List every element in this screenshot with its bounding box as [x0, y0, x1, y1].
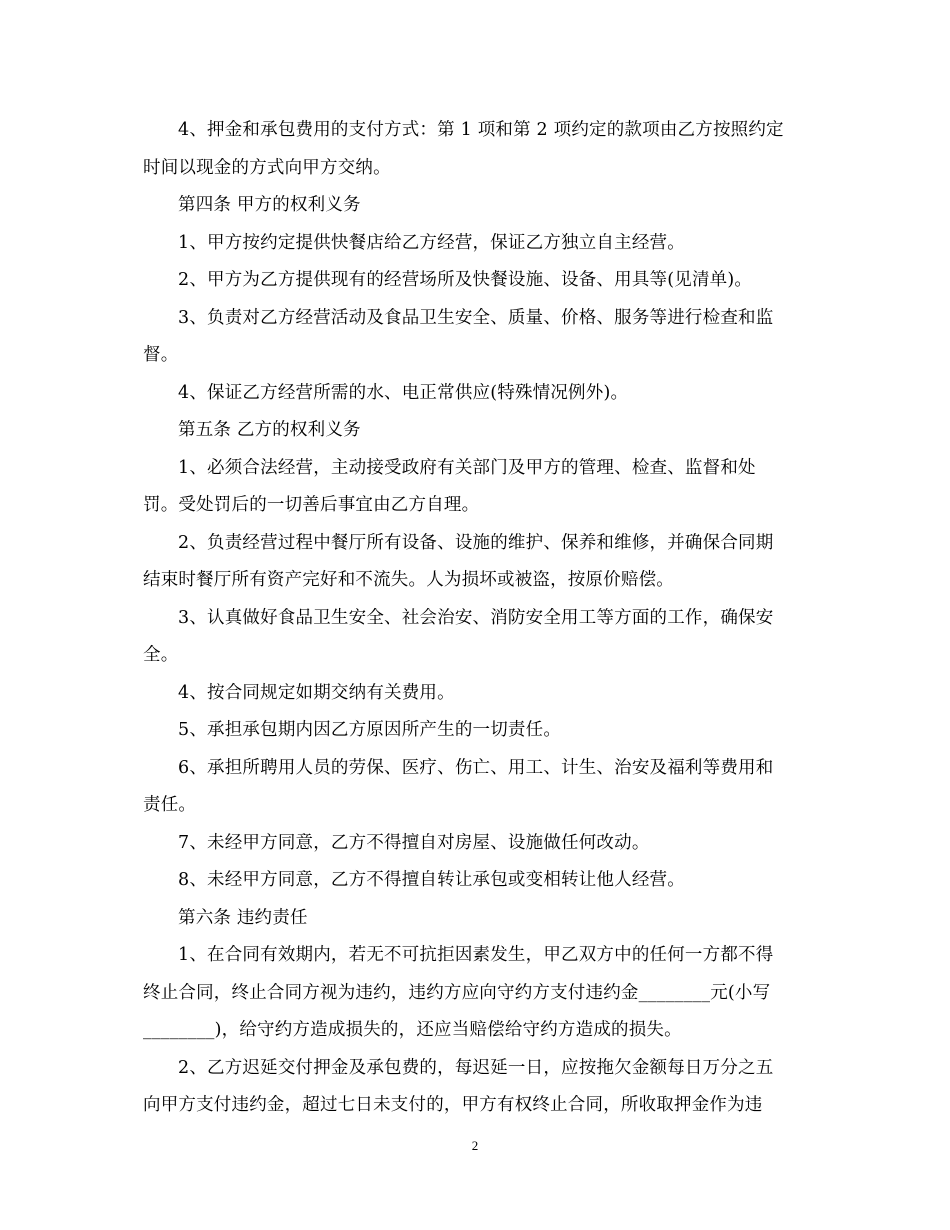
text-line: 2、甲方为乙方提供现有的经营场所及快餐设施、设备、用具等(见清单)。 [178, 270, 753, 290]
paragraph [143, 225, 803, 263]
text-line: 向甲方支付违约金，超过七日未支付的，甲方有权终止合同，所收取押金作为违 [143, 1095, 763, 1115]
paragraph [143, 300, 803, 375]
paragraph [143, 600, 803, 675]
section-heading [143, 900, 803, 938]
text-line: 2、负责经营过程中餐厅所有设备、设施的维护、保养和维修，并确保合同期 [178, 532, 774, 553]
text-line: 4、按合同规定如期交纳有关费用。 [178, 682, 455, 703]
text-line: 责任。 [143, 795, 197, 815]
text-line: 1、在合同有效期内，若无不可抗拒因素发生，甲乙双方中的任何一方都不得 [178, 945, 774, 965]
text-line: 5、承担承包期内因乙方原因所产生的一切责任。 [178, 720, 562, 740]
section-heading [143, 412, 803, 450]
text-line: 4、押金和承包费用的支付方式：第 1 项和第 2 项约定的款项由乙方按照约定 [178, 120, 784, 140]
text-line: 罚。受处罚后的一切善后事宜由乙方自理。 [143, 495, 480, 515]
paragraph [143, 750, 803, 825]
paragraph [143, 112, 803, 187]
text-line: 终止合同，终止合同方视为违约，违约方应向守约方支付违约金________元(小写 [143, 982, 771, 1003]
text-line: 第五条 乙方的权利义务 [178, 420, 361, 440]
paragraph [143, 862, 803, 900]
text-line: 2、乙方迟延交付押金及承包费的，每迟延一日，应按拖欠金额每日万分之五 [178, 1057, 774, 1078]
page-number: 2 [471, 1138, 479, 1153]
paragraph [143, 262, 803, 300]
section-heading [143, 187, 803, 225]
paragraph [143, 375, 803, 413]
text-line: 结束时餐厅所有资产完好和不流失。人为损坏或被盗，按原价赔偿。 [143, 570, 674, 590]
text-line: 1、甲方按约定提供快餐店给乙方经营，保证乙方独立自主经营。 [178, 232, 685, 253]
text-line: 全。 [143, 645, 179, 665]
paragraph [143, 450, 803, 525]
text-line: 8、未经甲方同意，乙方不得擅自转让承包或变相转让他人经营。 [178, 870, 685, 890]
text-line: 第四条 甲方的权利义务 [178, 195, 361, 215]
text-line: 3、认真做好食品卫生安全、社会治安、消防安全用工等方面的工作，确保安 [178, 607, 774, 628]
text-line: 督。 [143, 345, 179, 365]
text-line: ________)，给守约方造成损失的，还应当赔偿给守约方造成的损失。 [143, 1020, 682, 1040]
text-line: 4、保证乙方经营所需的水、电正常供应(特殊情况例外)。 [178, 382, 629, 403]
text-line: 1、必须合法经营，主动接受政府有关部门及甲方的管理、检查、监督和处 [178, 457, 756, 478]
text-line: 3、负责对乙方经营活动及食品卫生安全、质量、价格、服务等进行检查和监 [178, 307, 774, 328]
paragraph [143, 525, 803, 600]
text-line: 7、未经甲方同意，乙方不得擅自对房屋、设施做任何改动。 [178, 832, 650, 853]
paragraph [143, 712, 803, 750]
document-body [143, 112, 803, 1125]
text-line: 6、承担所聘用人员的劳保、医疗、伤亡、用工、计生、治安及福利等费用和 [178, 757, 774, 778]
paragraph [143, 675, 803, 713]
paragraph [143, 1050, 803, 1125]
paragraph [143, 825, 803, 863]
text-line: 时间以现金的方式向甲方交纳。 [143, 157, 391, 178]
paragraph [143, 937, 803, 1050]
text-line: 第六条 违约责任 [178, 907, 308, 928]
